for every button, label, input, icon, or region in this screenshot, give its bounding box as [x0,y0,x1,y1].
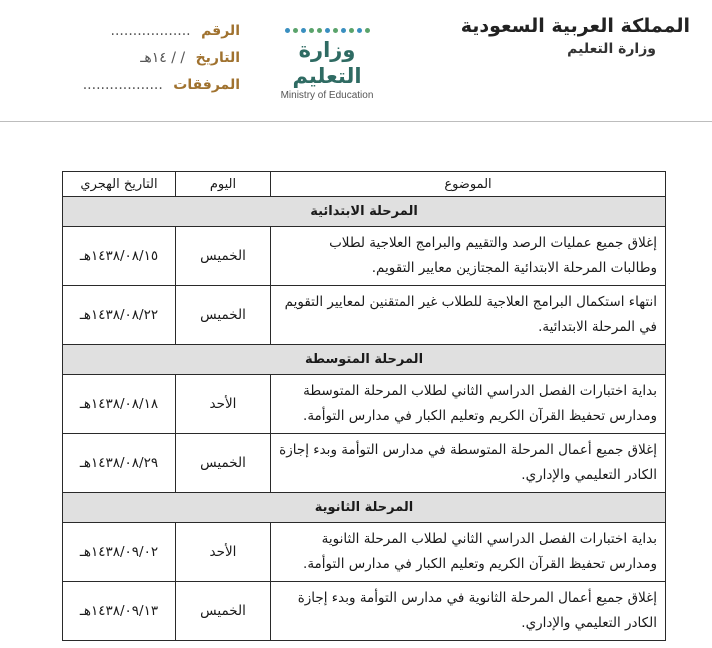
logo-arabic-text: وزارة التعليم [292,38,362,88]
cell-day: الخميس [176,582,271,641]
section-title: المرحلة الابتدائية [63,197,666,227]
issuer-block [461,14,690,60]
number-row [40,18,240,45]
cell-date: ١٤٣٨/٠٨/١٥هـ [63,227,176,286]
cell-topic: إغلاق جميع أعمال المرحلة المتوسطة في مدارس التوأمة وبدء إجازة الكادر التعليمي والإداري. [271,434,666,493]
date-label: التاريخ [195,50,240,66]
cell-day: الأحد [176,375,271,434]
column-header-day: اليوم [176,172,271,197]
cell-topic: بداية اختبارات الفصل الدراسي الثاني لطلاب المرحلة الثانوية ومدارس تحفيظ القرآن الكريم وتعليم الكبار في مدارس التوأمة. [271,523,666,582]
section-title: المرحلة المتوسطة [63,345,666,375]
table-header-row [63,172,666,197]
cell-topic: بداية اختبارات الفصل الدراسي الثاني لطلاب المرحلة المتوسطة ومدارس تحفيظ القرآن الكريم وتعليم الكبار في مدارس التوأمة. [271,375,666,434]
schedule-table [62,171,666,641]
cell-topic: انتهاء استكمال البرامج العلاجية للطلاب غير المتقنين لمعايير التقويم في المرحلة الابتدائية. [271,286,666,345]
cell-day: الأحد [176,523,271,582]
table-row [63,582,666,641]
attachments-label: المرفقات [173,77,240,93]
attachments-value: .................. [82,77,163,93]
date-row [40,45,240,72]
kingdom-name: المملكة العربية السعودية [460,15,690,37]
cell-date: ١٤٣٨/٠٨/٢٩هـ [63,434,176,493]
logo-english-text: Ministry of Education [280,90,374,101]
section-row-intermediate [63,345,666,375]
cell-date: ١٤٣٨/٠٨/٢٢هـ [63,286,176,345]
table-row [63,227,666,286]
section-title: المرحلة الثانوية [63,493,666,523]
table-row [63,375,666,434]
reference-block [40,18,240,99]
cell-day: الخميس [176,286,271,345]
table-row [63,523,666,582]
cell-topic: إغلاق جميع أعمال المرحلة الثانوية في مدارس التوأمة وبدء إجازة الكادر التعليمي والإداري. [271,582,666,641]
cell-topic: إغلاق جميع عمليات الرصد والتقييم والبرامج العلاجية لطلاب وطالبات المرحلة الابتدائية المجتازين معايير التقويم. [271,227,666,286]
date-value: / / ١٤هـ [140,50,186,66]
section-row-primary [63,197,666,227]
table-row [63,434,666,493]
logo-dots-icon [262,28,392,33]
cell-date: ١٤٣٨/٠٨/١٨هـ [63,375,176,434]
number-label: الرقم [201,23,240,39]
table-row [63,286,666,345]
column-header-topic: الموضوع [271,172,666,197]
attachments-row [40,72,240,99]
number-value: .................. [110,23,191,39]
cell-date: ١٤٣٨/٠٩/١٣هـ [63,582,176,641]
ministry-name: وزارة التعليم [567,41,656,57]
header-divider [0,121,712,122]
ministry-logo [262,28,392,103]
section-row-secondary [63,493,666,523]
cell-date: ١٤٣٨/٠٩/٠٢هـ [63,523,176,582]
cell-day: الخميس [176,434,271,493]
column-header-date: التاريخ الهجري [63,172,176,197]
cell-day: الخميس [176,227,271,286]
